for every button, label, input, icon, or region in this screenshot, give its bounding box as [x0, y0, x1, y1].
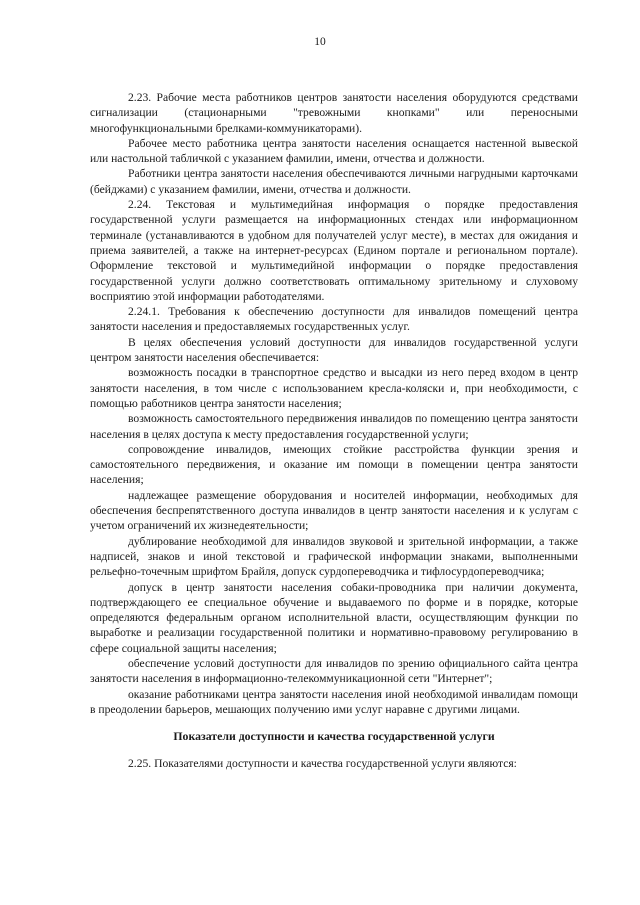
page-number: 10 — [314, 36, 326, 48]
paragraph-2-24-1: 2.24.1. Требования к обеспечению доступности для инвалидов помещений центра занятости населения и предоставляемых государственных услуг. — [90, 305, 578, 334]
paragraph-badges: Работники центра занятости населения обеспечиваются личными нагрудными карточками (бейджами) с указанием фамилии, имени, отчества и должности. — [90, 167, 578, 196]
list-item: сопровождение инвалидов, имеющих стойкие расстройства функции зрения и самостоятельного передвижения, и оказание им помощи в помещении центра занятости населения; — [90, 442, 578, 487]
paragraph-2-24: 2.24. Текстовая и мультимедийная информация о порядке предоставления государственной услуги размещается на информационных стендах или информационном терминале (устанавливаются в удобном для получателей услуг месте), в местах для ожидания и приема заявителей, а также на интернет-ресурсах (Едином портале и региональном портале). Оформление текстовой и мультимедийной информации о порядке предоставления государственной услуги должно соответствовать оптимальному зрительному и слуховому восприятию этой информации работодателями. — [90, 198, 578, 303]
paragraph-2-25: 2.25. Показателями доступности и качества государственной услуги являются: — [128, 757, 517, 771]
list-item: надлежащее размещение оборудования и носителей информации, необходимых для обеспечения беспрепятственного доступа инвалидов в центр занятости населения и к услугам с учетом ограничений их жизнедеятельности; — [90, 488, 578, 533]
section-heading: Показатели доступности и качества государственной услуги — [173, 729, 495, 744]
paragraph-2-23: 2.23. Рабочие места работников центров занятости населения оборудуются средствами сигнализации (стационарными "тревожными кнопками" или переносными многофункциональными брелками-коммуникаторами). — [90, 91, 578, 135]
list-item: возможность посадки в транспортное средство и высадки из него перед входом в центр занятости населения, в том числе с использованием кресла-коляски и, при необходимости, с помощью работников центра занятости населения; — [90, 366, 578, 410]
paragraph-accessibility-intro: В целях обеспечения условий доступности для инвалидов государственной услуги центром занятости населения обеспечивается: — [90, 335, 578, 365]
list-item: дублирование необходимой для инвалидов звуковой и зрительной информации, а также надписей, знаков и иной текстовой и графической информации знаками, выполненными рельефно-точечным шрифтом Брайля, допуск сурдопереводчика и тифлосурдопереводчика; — [90, 534, 578, 579]
paragraph-workplace-sign: Рабочее место работника центра занятости населения оснащается настенной вывеской или настольной табличкой с указанием фамилии, имени, отчества и должности. — [90, 136, 578, 166]
list-item: оказание работниками центра занятости населения иной необходимой инвалидам помощи в преодолении барьеров, мешающих получению ими услуг наравне с другими лицами. — [90, 687, 578, 716]
document-body — [90, 90, 578, 772]
list-item: возможность самостоятельного передвижения инвалидов по помещению центра занятости населения в целях доступа к месту предоставления государственной услуги; — [90, 412, 578, 441]
list-item: обеспечение условий доступности для инвалидов по зрению официального сайта центра занятости населения в информационно-телекоммуникационной сети "Интернет"; — [90, 656, 578, 686]
list-item: допуск в центр занятости населения собаки-проводника при наличии документа, подтверждающего ее специальное обучение и выдаваемого по форме и в порядке, которые определяются федеральным органом исполнительной власти, осуществляющим функции по выработке и реализации государственной политики и нормативно-правовому регулированию в сфере социальной защиты населения; — [90, 580, 578, 655]
